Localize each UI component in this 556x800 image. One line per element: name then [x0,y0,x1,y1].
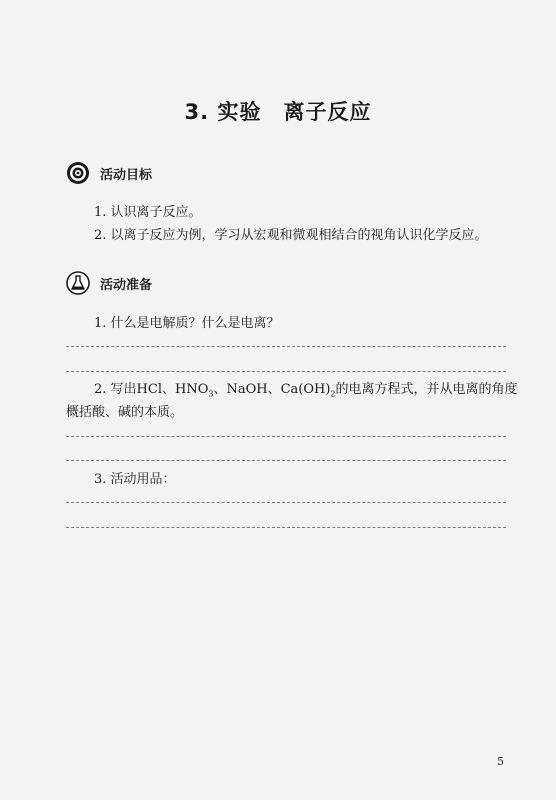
goal-item-2: 2. 以离子反应为例，学习从宏观和微观相结合的视角认识化学反应。 [94,228,488,243]
question-2-suffix: 的电离方程式，并从电离的角度 [335,382,518,397]
answer-line[interactable] [66,346,506,347]
goal-section-header [66,160,152,186]
target-icon [66,161,90,185]
question-1: 1. 什么是电解质？什么是电离？ [94,316,280,331]
answer-line[interactable] [66,502,506,503]
prep-heading: 活动准备 [100,277,153,293]
question-2-prefix: 2. 写出HCl、HNO [94,382,209,397]
page-title: 3. 实验 离子反应 [184,100,372,124]
answer-line[interactable] [66,371,506,372]
subscript: 2 [330,389,336,399]
question-2 [94,380,518,405]
subscript: 3 [208,389,214,399]
prep-section-header [66,270,152,296]
goal-item-1: 1. 认识离子反应。 [94,205,202,220]
flask-icon [66,271,90,295]
page-number: 5 [497,755,504,768]
answer-line[interactable] [66,527,506,528]
question-2-line-2: 概括酸、碱的本质。 [66,405,184,420]
question-2-mid: 、NaOH、Ca(OH) [213,382,331,397]
answer-line[interactable] [66,460,506,461]
question-3: 3. 活动用品： [94,472,176,487]
answer-line[interactable] [66,436,506,437]
goal-heading: 活动目标 [100,167,153,183]
